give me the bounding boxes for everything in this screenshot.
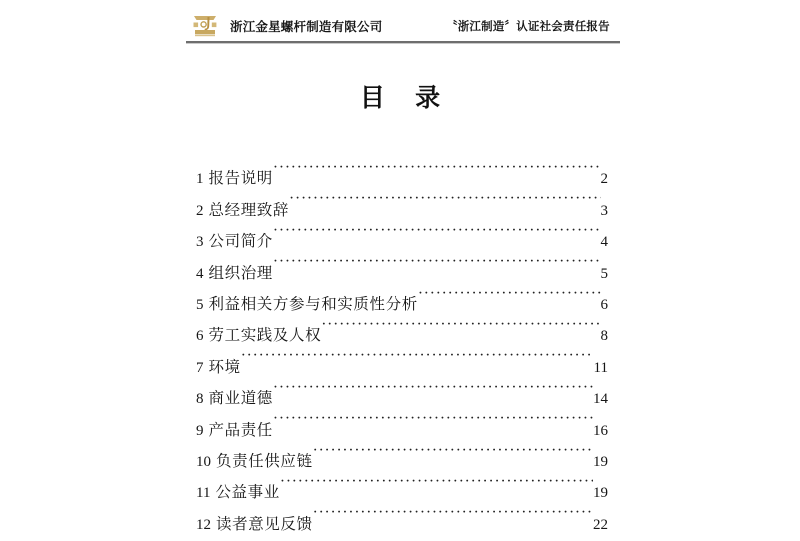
- toc-entry-label: 产品责任: [208, 421, 273, 439]
- toc-entry-page-number: 19: [593, 453, 608, 470]
- toc-entry-label: 负责任供应链: [216, 452, 313, 470]
- toc-entry-label: 环境: [208, 358, 241, 376]
- toc-dot-leader: [273, 215, 601, 246]
- toc-entry-number: 1: [196, 171, 204, 188]
- jinxing-company-logo-icon: [186, 13, 224, 39]
- toc-entry-page-number: 2: [600, 171, 608, 188]
- toc-entry-page-number: 16: [593, 422, 608, 439]
- toc-entry-number: 3: [196, 234, 204, 251]
- page-title: 目 录: [359, 85, 453, 112]
- toc-entry-number: 6: [196, 328, 204, 345]
- header-company-name: 浙江金星螺杆制造有限公司: [230, 20, 383, 34]
- toc-dot-leader: [273, 372, 593, 403]
- toc-entry-number: 2: [196, 202, 204, 219]
- toc-entry-page-number: 4: [600, 234, 608, 251]
- toc-dot-leader: [313, 497, 593, 528]
- toc-dot-leader: [241, 340, 594, 371]
- toc-entry[interactable]: [196, 372, 608, 408]
- toc-entry-number: 8: [196, 391, 204, 408]
- toc-dot-leader: [273, 246, 601, 277]
- toc-entry-page-number: 5: [600, 265, 608, 282]
- toc-dot-leader: [313, 435, 593, 466]
- toc-entry[interactable]: [196, 152, 608, 188]
- toc-entry-page-number: 6: [600, 296, 608, 313]
- toc-entry-label: 公司简介: [208, 233, 273, 251]
- toc-entry-number: 11: [196, 485, 211, 502]
- toc-entry-label: 读者意见反馈: [216, 515, 313, 533]
- toc-entry[interactable]: [196, 340, 608, 376]
- toc-entry-page-number: 22: [593, 516, 608, 533]
- toc-dot-leader: [280, 466, 593, 497]
- toc-entry-number: 12: [196, 516, 211, 533]
- toc-entry-label: 总经理致辞: [208, 201, 290, 219]
- toc-entry-number: 9: [196, 422, 204, 439]
- toc-entry-label: 公益事业: [215, 484, 280, 502]
- toc-dot-leader: [273, 403, 593, 434]
- toc-dot-leader: [418, 278, 601, 309]
- toc-entry-page-number: 11: [593, 359, 608, 376]
- table-of-contents: [196, 152, 608, 533]
- toc-entry-label: 组织治理: [208, 264, 273, 282]
- header-divider: [186, 41, 620, 44]
- toc-entry-page-number: 3: [600, 202, 608, 219]
- toc-entry-label: 利益相关方参与和实质性分析: [208, 295, 418, 313]
- toc-entry-page-number: 8: [600, 328, 608, 345]
- toc-entry-label: 劳工实践及人权: [208, 327, 322, 345]
- toc-entry-number: 4: [196, 265, 204, 282]
- toc-entry-page-number: 14: [593, 391, 608, 408]
- toc-entry-page-number: 19: [593, 485, 608, 502]
- toc-entry-label: 商业道德: [208, 390, 273, 408]
- toc-entry-number: 10: [196, 453, 211, 470]
- toc-dot-leader: [321, 309, 600, 340]
- toc-entry-number: 5: [196, 296, 204, 313]
- toc-entry-label: 报告说明: [208, 170, 273, 188]
- page-header: [186, 12, 620, 40]
- toc-dot-leader: [273, 152, 601, 183]
- toc-entry-number: 7: [196, 359, 204, 376]
- header-report-title: 〝浙江制造〞认证社会责任报告: [446, 21, 610, 33]
- toc-dot-leader: [289, 183, 600, 214]
